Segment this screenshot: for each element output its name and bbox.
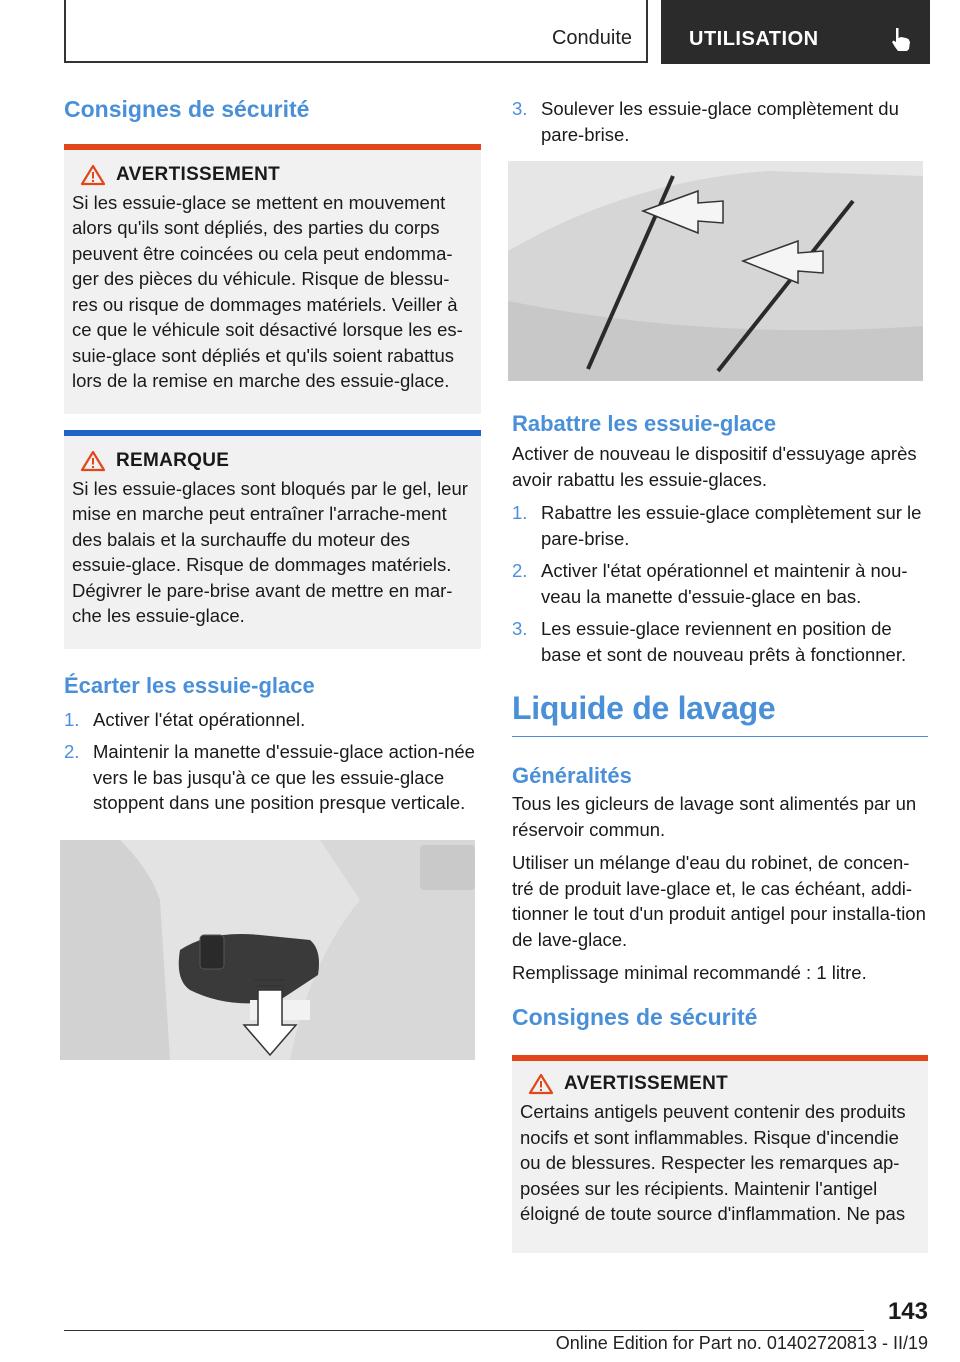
fold-wipers-heading: Rabattre les essuie-glace [512,411,777,436]
page-number: 143 [887,1298,928,1325]
warning-title: AVERTISSEMENT [116,163,281,185]
lift-wipers-step [512,96,928,147]
left-column [64,96,481,1060]
fold-wipers-intro: Activer de nouveau le dispositif d'essuyage après avoir rabattu les essuie-glaces. [512,443,917,490]
list-item [512,558,928,609]
step-text: Maintenir la manette d'essuie-glace action‐née vers le bas jusqu'à ce que les essuie-glace stoppent dans une position presque verticale. [93,741,475,814]
step-text: Soulever les essuie-glace complètement du pare-brise. [541,98,899,145]
step-number: 2. [512,560,528,582]
general-paragraph: Utiliser un mélange d'eau du robinet, de concen‐tré de produit lave-glace et, le cas échéant, addi‐tionner le tout d'un produit antigel pour installa‐tion de lave-glace. [512,852,926,950]
warning-text: Certains antigels peuvent contenir des produits nocifs et sont inflammables. Risque d'incendie ou de blessures. Respecter les remarques ap‐posées sur les récipients. Maintenir l'antigel éloigné de toute source d'inflammation. Ne pas [520,1101,906,1225]
note-text: Si les essuie-glaces sont bloqués par le gel, leur mise en marche peut entraîner l'arrache‐ment des balais et la surchauffe du moteur des essuie-glace. Risque de dommages matériels. Dégivrer le pare-brise avant de mettre en mar‐che les essuie-glace. [72,477,468,627]
washer-fluid-heading: Liquide de lavage [512,690,776,727]
step-text: Les essuie-glace reviennent en position de base et sont de nouveau prêts à fonctionner. [541,618,907,665]
edition-note: Online Edition for Part no. 01402720813 - II/19 [555,1333,928,1353]
list-item [512,96,928,147]
raise-wipers-steps [64,707,481,816]
warning-title: AVERTISSEMENT [564,1073,729,1095]
wiper-lever-drawing [60,840,475,1060]
footer-rule [64,1330,864,1331]
chapter-tab [64,0,648,63]
general-paragraph: Tous les gicleurs de lavage sont alimentés par un réservoir commun. [512,793,917,840]
wiper-lever-illustration [60,840,475,1060]
windshield-wiper-drawing [508,161,923,381]
washer-safety-heading: Consignes de sécurité [512,1003,758,1030]
raise-wipers-heading: Écarter les essuie-glace [64,672,315,698]
warning-triangle-icon [528,1073,554,1095]
list-item [512,616,928,667]
step-number: 1. [512,502,528,524]
step-text: Rabattre les essuie-glace complètement sur le pare-brise. [541,502,922,549]
step-number: 2. [64,741,80,763]
note-title: REMARQUE [116,449,230,471]
chapter-title: Conduite [551,27,632,49]
windshield-wiper-illustration [508,161,923,381]
pointing-hand-icon [889,26,913,52]
washer-warning-box [512,1055,928,1253]
warning-triangle-icon [80,450,106,472]
fold-wipers-steps [512,500,928,667]
heading-rule [512,736,928,737]
list-item [512,500,928,551]
warning-text: Si les essuie-glace se mettent en mouvement alors qu'ils sont dépliés, des parties du corps peuvent être coincées ou cela peut endomma‐ger des pièces du véhicule. Risque de blessu‐res ou risque de dommages matériels. Veiller à ce que le véhicule soit désactivé lorsque les es‐suie-glace sont dépliés et qu'ils soient rabattus lors de la remise en marche des essuie-glace. [72,191,463,392]
section-title: UTILISATION [689,28,819,50]
step-text: Activer l'état opérationnel. [93,708,306,730]
warning-box [64,144,481,414]
list-item [64,739,481,816]
step-number: 3. [512,98,528,119]
section-tab [661,0,930,64]
step-text: Activer l'état opérationnel et maintenir à nou‐veau la manette d'essuie-glace en bas. [541,560,908,607]
step-number: 1. [64,708,80,730]
general-paragraph: Remplissage minimal recommandé : 1 litre. [512,962,867,984]
safety-heading: Consignes de sécurité [64,96,310,122]
page-header [64,0,930,64]
list-item [64,707,481,733]
step-number: 3. [512,618,528,640]
note-box [64,430,481,649]
general-heading: Généralités [512,762,632,788]
warning-triangle-icon [80,164,106,186]
right-column [512,96,928,1253]
